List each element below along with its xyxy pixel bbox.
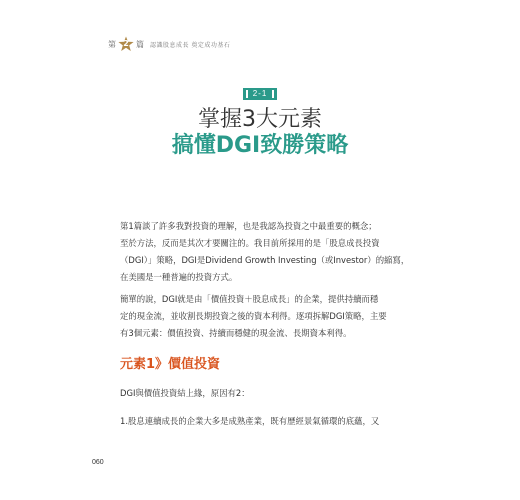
section-title-line1: 掌握3大元素 <box>198 107 322 132</box>
subheading-element-1: 元素1》價值投資 <box>120 357 221 372</box>
paragraph-4 <box>120 413 412 430</box>
paragraph-line: 簡單的說，DGI就是由「價值投資＋股息成長」的企業，提供持續而穩 <box>120 294 379 304</box>
paragraph-2 <box>120 291 412 342</box>
paragraph-line: 第1篇談了許多我對投資的理解，也是我認為投資之中最重要的概念； <box>120 221 377 231</box>
paragraph-line: 定的現金流，並收割長期投資之後的資本利得。逐項拆解DGI策略，主要 <box>120 311 387 321</box>
chapter-subtitle: 認識股息成長 奠定成功基石 <box>150 41 231 49</box>
paragraph-3 <box>120 385 412 402</box>
section-number: 2-1 <box>252 89 268 98</box>
paragraph-line: 1.股息連續成長的企業大多是成熟產業，既有歷經景氣循環的底蘊，又 <box>120 416 380 426</box>
star-icon <box>118 36 134 52</box>
paragraph-line: DGI與價值投資結上緣，原因有2： <box>120 388 250 398</box>
paragraph-line: 在美國是一種普遍的投資方式。 <box>120 272 238 282</box>
section-title-line2: 搞懂DGI致勝策略 <box>171 133 349 158</box>
chapter-suffix: 篇 <box>136 39 144 49</box>
page-number: 060 <box>92 459 104 466</box>
paragraph-line: 有3個元素：價值投資、持續而穩健的現金流、長期資本利得。 <box>120 328 352 338</box>
paragraph-line: 至於方法，反而是其次才要關注的。我目前所採用的是「股息成長投資 <box>120 238 380 248</box>
paragraph-1 <box>120 218 412 286</box>
section-number-badge <box>243 88 277 100</box>
chapter-header <box>108 34 230 54</box>
chapter-prefix: 第 <box>108 39 116 49</box>
chapter-number: 2 <box>123 39 129 48</box>
paragraph-line: （DGI）」策略，DGI是Dividend Growth Investing（或Investor）的縮寫， <box>120 255 410 265</box>
